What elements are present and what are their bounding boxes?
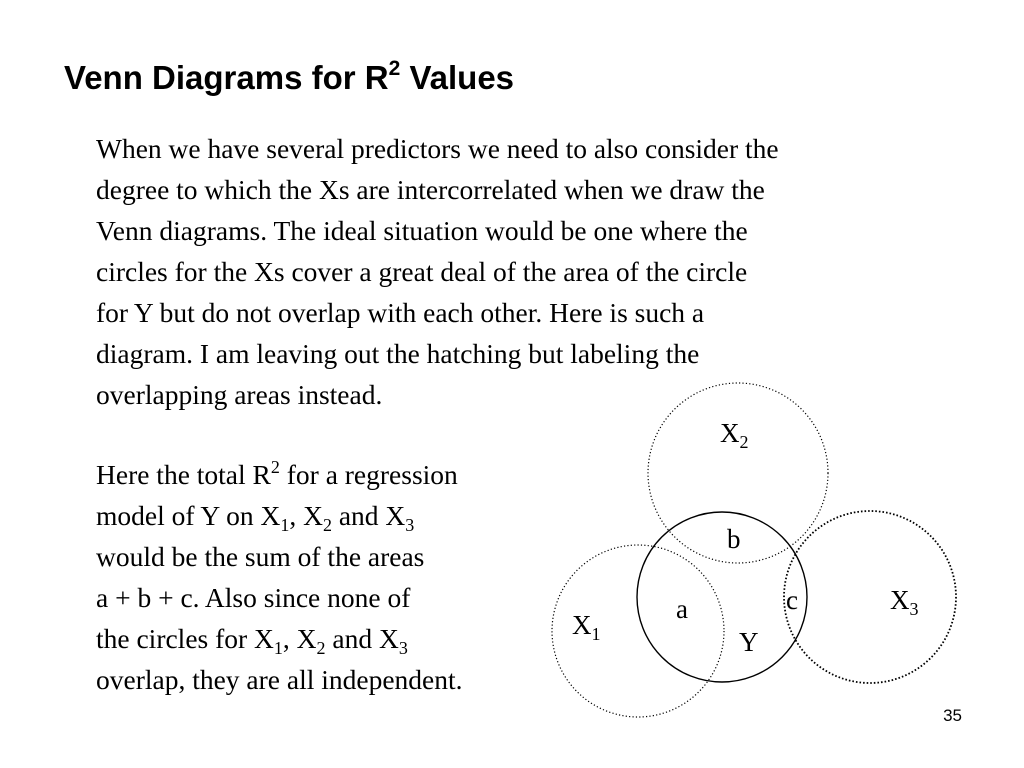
total-line-2	[96, 495, 566, 536]
text: , X	[289, 500, 323, 531]
total-line-6: overlap, they are all independent.	[96, 664, 463, 695]
intro-paragraph	[96, 128, 956, 415]
label-x1: $X_1$	[572, 610, 601, 644]
subscript: 1	[280, 515, 290, 535]
label-y: Y	[739, 627, 759, 657]
label-area-a: a	[676, 594, 688, 624]
title-end: Values	[400, 59, 515, 96]
subscript: 2	[316, 638, 326, 658]
total-line-5	[96, 618, 566, 659]
title-superscript: 2	[388, 57, 401, 80]
text: the circles for X	[96, 623, 274, 654]
label-x3: $X_3$	[890, 585, 919, 619]
intro-line: for Y but do not overlap with each other. Here is such a	[96, 297, 705, 328]
intro-line: When we have several predictors we need to also consider the	[96, 133, 779, 164]
text: , X	[282, 623, 317, 654]
text: model of Y on X	[96, 500, 281, 531]
label-area-b: b	[727, 524, 741, 554]
text: for a regression	[279, 459, 458, 490]
label-area-c: c	[786, 585, 798, 615]
text: and X	[325, 623, 399, 654]
text: and X	[331, 500, 406, 531]
total-line-4: a + b + c. Also since none of	[96, 582, 411, 613]
text: Here the total R	[96, 459, 271, 490]
circle-x1	[552, 545, 724, 717]
subscript: 2	[322, 515, 332, 535]
intro-line: overlapping areas instead.	[96, 379, 383, 410]
subscript: 1	[273, 638, 283, 658]
circle-x3	[784, 511, 956, 683]
page-number: 35	[943, 706, 962, 725]
circle-y	[637, 512, 807, 682]
intro-line: Venn diagrams. The ideal situation would be one where the	[96, 215, 748, 246]
intro-line: circles for the Xs cover a great deal of the area of the circle	[96, 256, 748, 287]
subscript: 3	[398, 638, 408, 658]
subscript: 3	[405, 515, 415, 535]
title-main: Venn Diagrams for R	[64, 59, 389, 96]
superscript: 2	[270, 457, 280, 477]
label-x2: $X_2$	[720, 418, 749, 452]
total-line-3: would be the sum of the areas	[96, 541, 425, 572]
slide-title	[64, 56, 514, 100]
intro-line: diagram. I am leaving out the hatching but labeling the	[96, 338, 700, 369]
total-line-1	[96, 454, 566, 495]
total-r2-paragraph	[96, 454, 566, 700]
intro-line: degree to which the Xs are intercorrelated when we draw the	[96, 174, 765, 205]
